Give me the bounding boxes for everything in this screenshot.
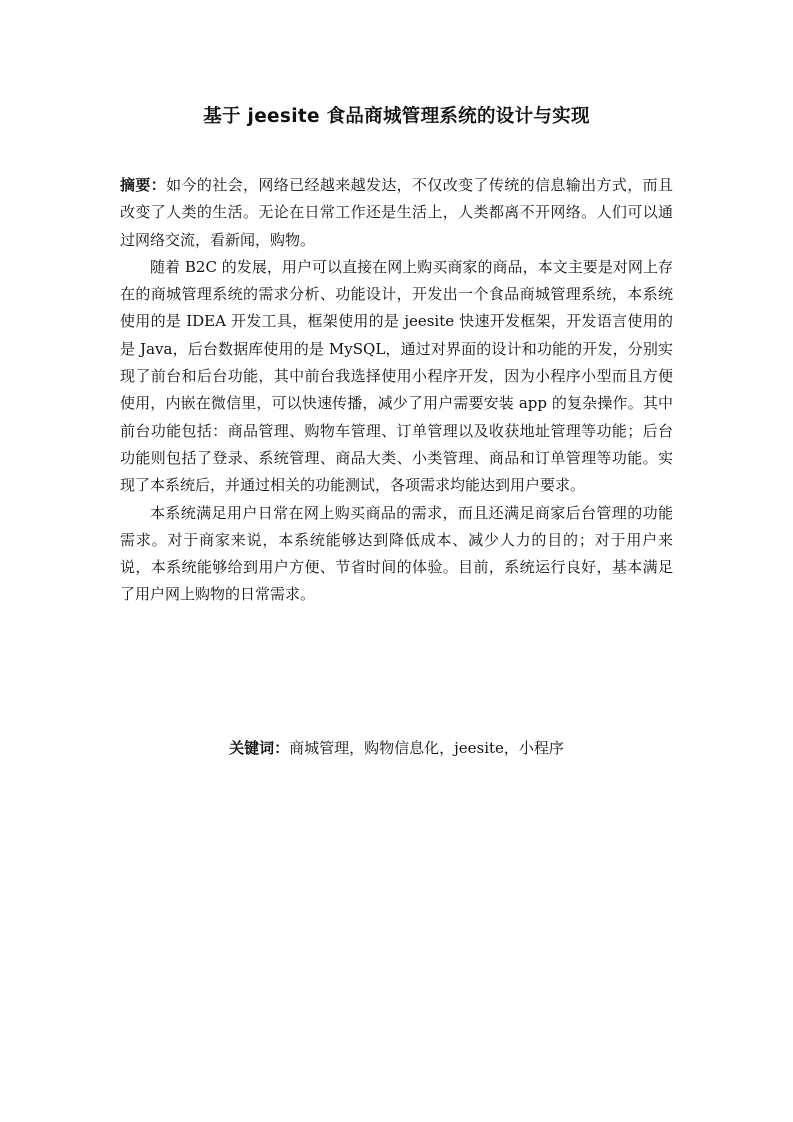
abstract-paragraph-3: 本系统满足用户日常在网上购买商品的需求，而且还满足商家后台管理的功能需求。对于商家来说，本系统能够达到降低成本、减少人力的目的；对于用户来说，本系统能够给到用户方便、节省时间的体验。目前，系统运行良好，基本满足了用户网上购物的日常需求。: [120, 503, 673, 604]
paper-title: 基于 jeesite 食品商城管理系统的设计与实现: [203, 106, 590, 127]
keywords-label: 关键词：: [229, 739, 290, 757]
keywords-text: 商城管理，购物信息化，jeesite，小程序: [289, 739, 564, 757]
abstract-paragraph-1: [120, 172, 673, 254]
abstract-paragraph-2: 随着 B2C 的发展，用户可以直接在网上购买商家的商品，本文主要是对网上存在的商城管理系统的需求分析、功能设计，开发出一个食品商城管理系统，本系统使用的是 IDEA 开发工具，框架使用的是 jeesite 快速开发框架，开发语言使用的是 Java，后台数据库使用的是 MySQL，通过对界面的设计和功能的开发，分别实现了前台和后台功能，其中前台我选择使用小程序开发，因为小程序小型而且方便使用，内嵌在微信里，可以快速传播，减少了用户需要安装 app 的复杂操作。其中前台功能包括：商品管理、购物车管理、订单管理以及收获地址管理等功能；后台功能则包括了登录、系统管理、商品大类、小类管理、商品和订单管理等功能。实现了本系统后，并通过相关的功能测试，各项需求均能达到用户要求。: [120, 257, 673, 495]
keywords-line: [0, 735, 793, 761]
abstract-paragraph-1-text: 如今的社会，网络已经越来越发达，不仅改变了传统的信息输出方式，而且改变了人类的生活。无论在日常工作还是生活上，人类都离不开网络。人们可以通过网络交流，看新闻，购物。: [120, 176, 673, 249]
abstract-label: 摘要：: [120, 176, 167, 194]
abstract-section: [120, 172, 673, 609]
